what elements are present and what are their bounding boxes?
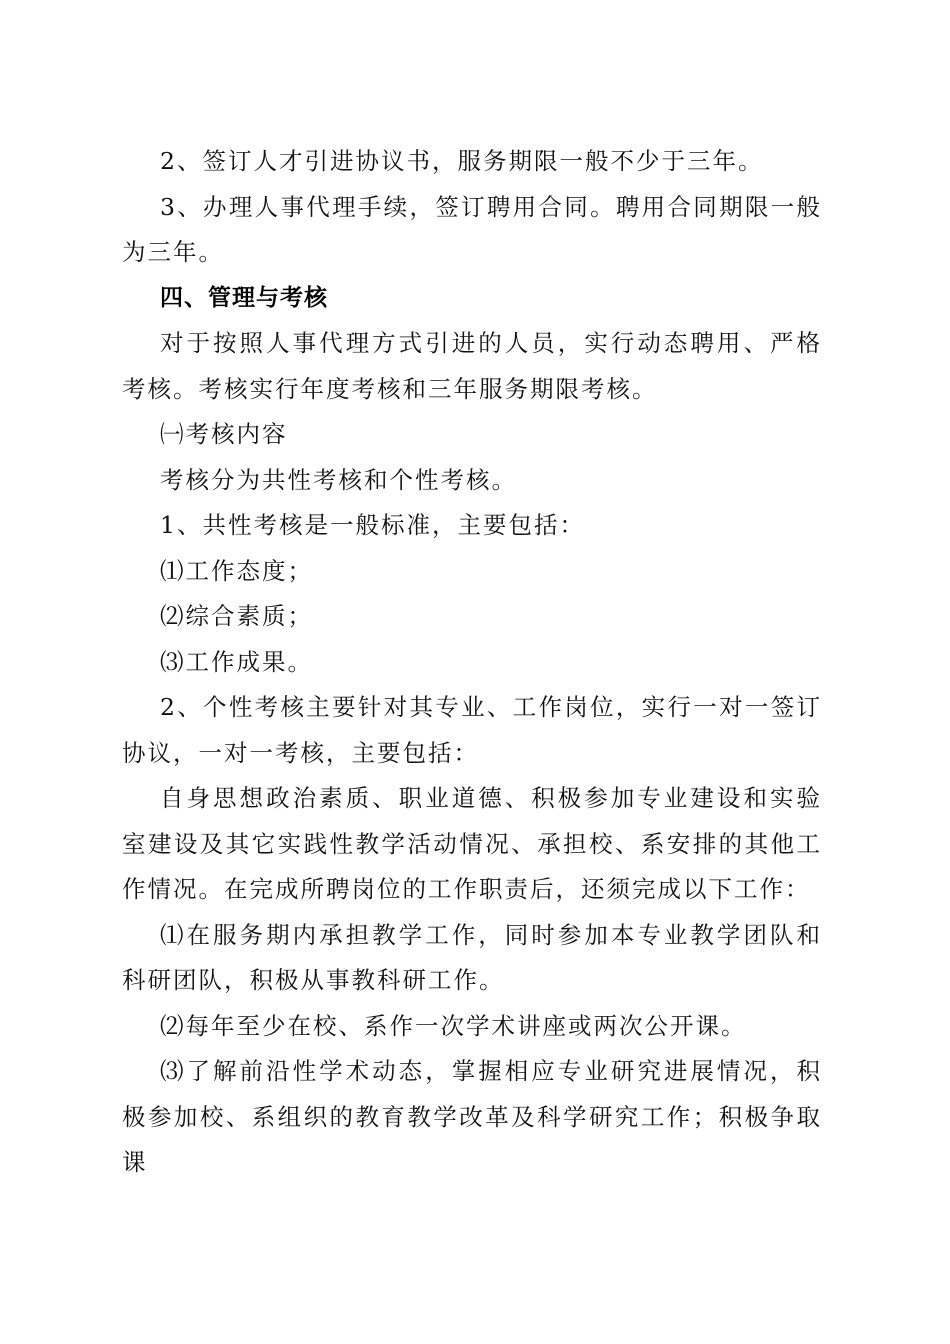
para-quality: ⑵综合素质；	[160, 602, 313, 630]
para-results: ⑶工作成果。	[160, 647, 313, 676]
para-individual-detail: 自身思想政治素质、职业道德、积极参加专业建设和实验室建设及其它实践性教学活动情况、承担校、系安排的其他工作情况。在完成所聘岗位的工作职责后，还须完成以下工作：	[122, 784, 822, 903]
para-lectures: ⑵每年至少在校、系作一次学术讲座或两次公开课。	[160, 1011, 747, 1040]
para-individual: 2、个性考核主要针对其专业、工作岗位，实行一对一签订协议，一对一考核，主要包括：	[122, 693, 822, 767]
document-body	[122, 139, 822, 1186]
para-work-attitude: ⑴工作态度；	[160, 556, 313, 585]
para-teaching: ⑴在服务期内承担教学工作，同时参加本专业教学团队和科研团队，积极从事教科研工作。	[122, 920, 822, 994]
para-common-standard: 1、共性考核是一般标准，主要包括：	[160, 511, 585, 539]
para-research: ⑶了解前沿性学术动态，掌握相应专业研究进展情况，积极参加校、系组织的教育教学改革及科学研究工作；积极争取课	[122, 1057, 822, 1176]
para-intro: 对于按照人事代理方式引进的人员，实行动态聘用、严格考核。考核实行年度考核和三年服务期限考核。	[122, 329, 822, 403]
para-contract: 3、办理人事代理手续，签订聘用合同。聘用合同期限一般为三年。	[122, 192, 822, 266]
para-agreement: 2、签订人才引进协议书，服务期限一般不少于三年。	[160, 147, 764, 175]
section-heading-management: 四、管理与考核	[160, 284, 328, 311]
para-subheading-content: ㈠考核内容	[160, 420, 288, 448]
para-assessment-types: 考核分为共性考核和个性考核。	[160, 465, 517, 494]
